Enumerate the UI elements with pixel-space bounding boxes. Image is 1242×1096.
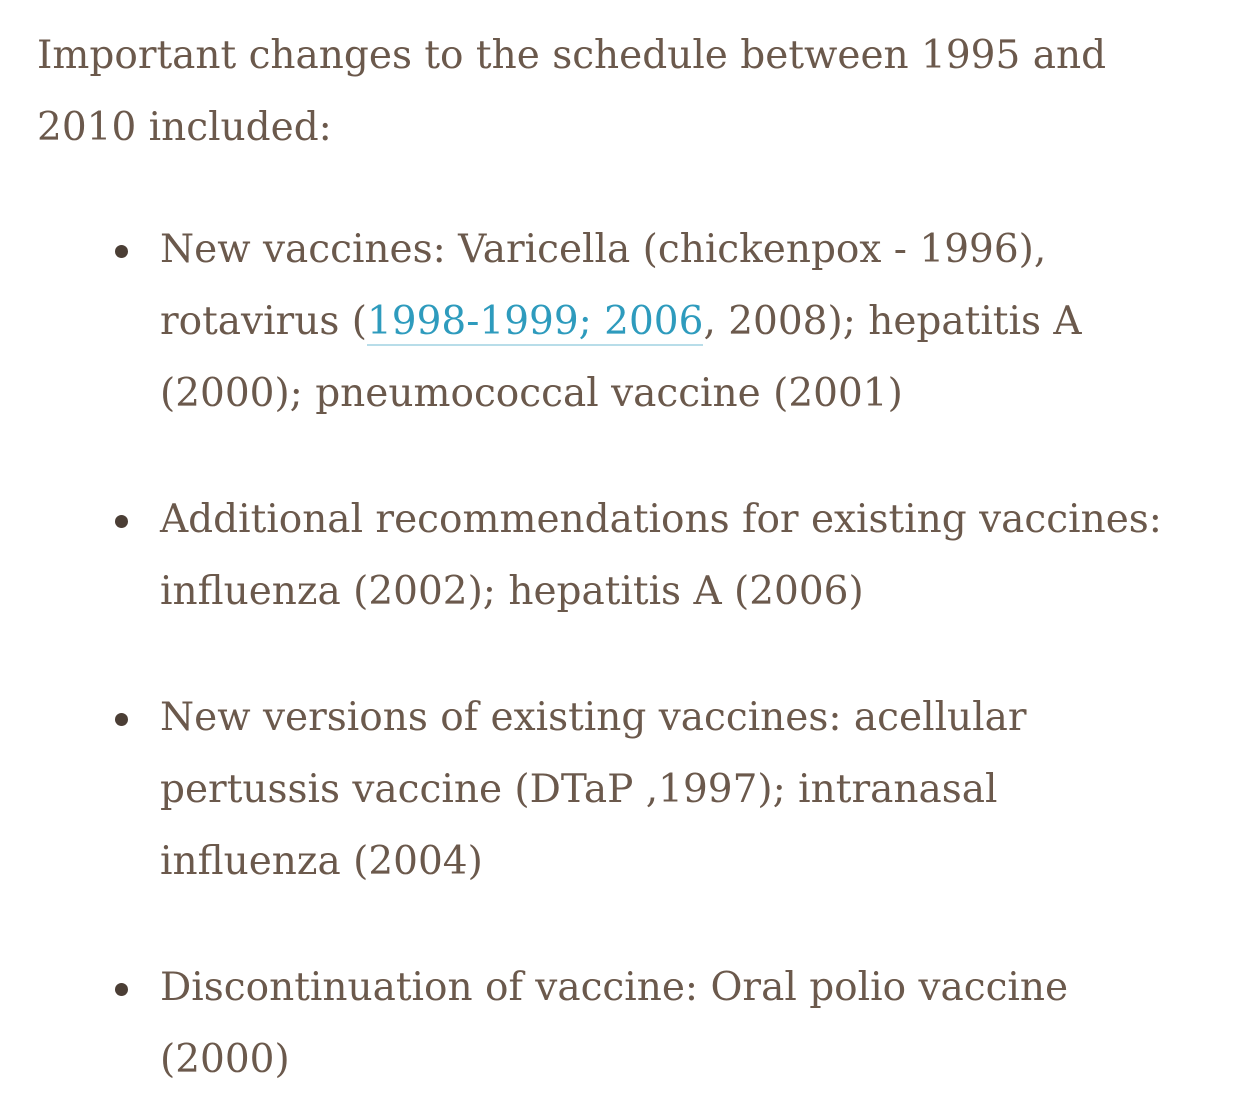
bullet-icon: [115, 245, 128, 258]
item-text: Discontinuation of vaccine: Oral polio vaccine (2000): [160, 965, 1069, 1082]
item-text-lead: New vaccines: Varicella (chickenpox - 1996), rotavirus (: [160, 227, 1047, 344]
bullet-icon: [115, 713, 128, 726]
item-text: Additional recommendations for existing vaccines: influenza (2002); hepatitis A (2006): [160, 497, 1162, 614]
bullet-icon: [115, 983, 128, 996]
list-item-new-versions: [37, 682, 1180, 898]
intro-paragraph: Important changes to the schedule between 1995 and 2010 included:: [37, 33, 1107, 150]
list-item-additional-recommendations: [37, 484, 1180, 628]
item-text-trail: , 2008); hepatitis A (2000); pneumococcal vaccine (2001): [160, 299, 1082, 416]
bullet-icon: [115, 515, 128, 528]
list-item-new-vaccines: [37, 214, 1180, 430]
rotavirus-dates-link[interactable]: 1998-1999; 2006: [366, 299, 704, 344]
item-text: New versions of existing vaccines: acellular pertussis vaccine (DTaP ,1997); intranasal influenza (2004): [160, 695, 1027, 884]
changes-list: [37, 214, 1242, 1096]
